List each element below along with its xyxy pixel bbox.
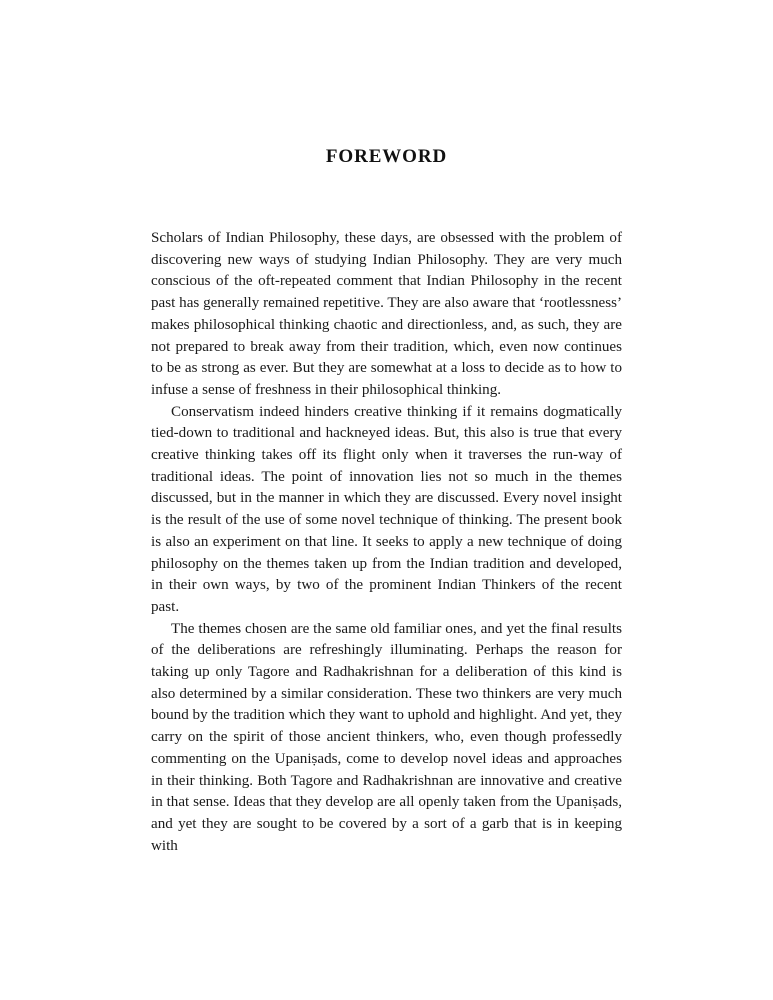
paragraph-3: The themes chosen are the same old familiar ones, and yet the final results of the deliberations are refreshingly illuminating. Perhaps the reason for taking up only Tagore and Radhakrishnan for a deliberation of this kind is also determined by a similar consideration. These two thinkers are very much bound by the tradition which they want to uphold and highlight. And yet, they carry on the spirit of those ancient thinkers, who, even though professedly commenting on the Upaniṣads, come to develop novel ideas and approaches in their thinking. Both Tagore and Radhakrishnan are innovative and creative in that sense. Ideas that they develop are all openly taken from the Upaniṣads, and yet they are sought to be covered by a sort of a garb that is in keeping with (151, 620, 622, 854)
paragraph-2: Conservatism indeed hinders creative thinking if it remains dogmatically tied-down to traditional and hackneyed ideas. But, this also is true that every creative thinking takes off its flight only when it traverses the run-way of traditional ideas. The point of innovation lies not so much in the themes discussed, but in the manner in which they are discussed. Every novel insight is the result of the use of some novel technique of thinking. The present book is also an experiment on that line. It seeks to apply a new technique of doing philosophy on the themes taken up from the Indian tradition and developed, in their own ways, by two of the prominent Indian Thinkers of the recent past. (151, 403, 622, 615)
page-title: FOREWORD (325, 145, 448, 167)
body-text-block (151, 228, 622, 857)
paragraph-1: Scholars of Indian Philosophy, these days, are obsessed with the problem of discovering new ways of studying Indian Philosophy. They are very much conscious of the oft-repeated comment that Indian Philosophy in the recent past has generally remained repetitive. They are also aware that ‘rootlessness’ makes philosophical thinking chaotic and directionless, and, as such, they are not prepared to break away from their tradition, which, even now continues to be as strong as ever. But they are somewhat at a loss to decide as to how to infuse a sense of freshness in their philosophical thinking. (151, 230, 622, 398)
